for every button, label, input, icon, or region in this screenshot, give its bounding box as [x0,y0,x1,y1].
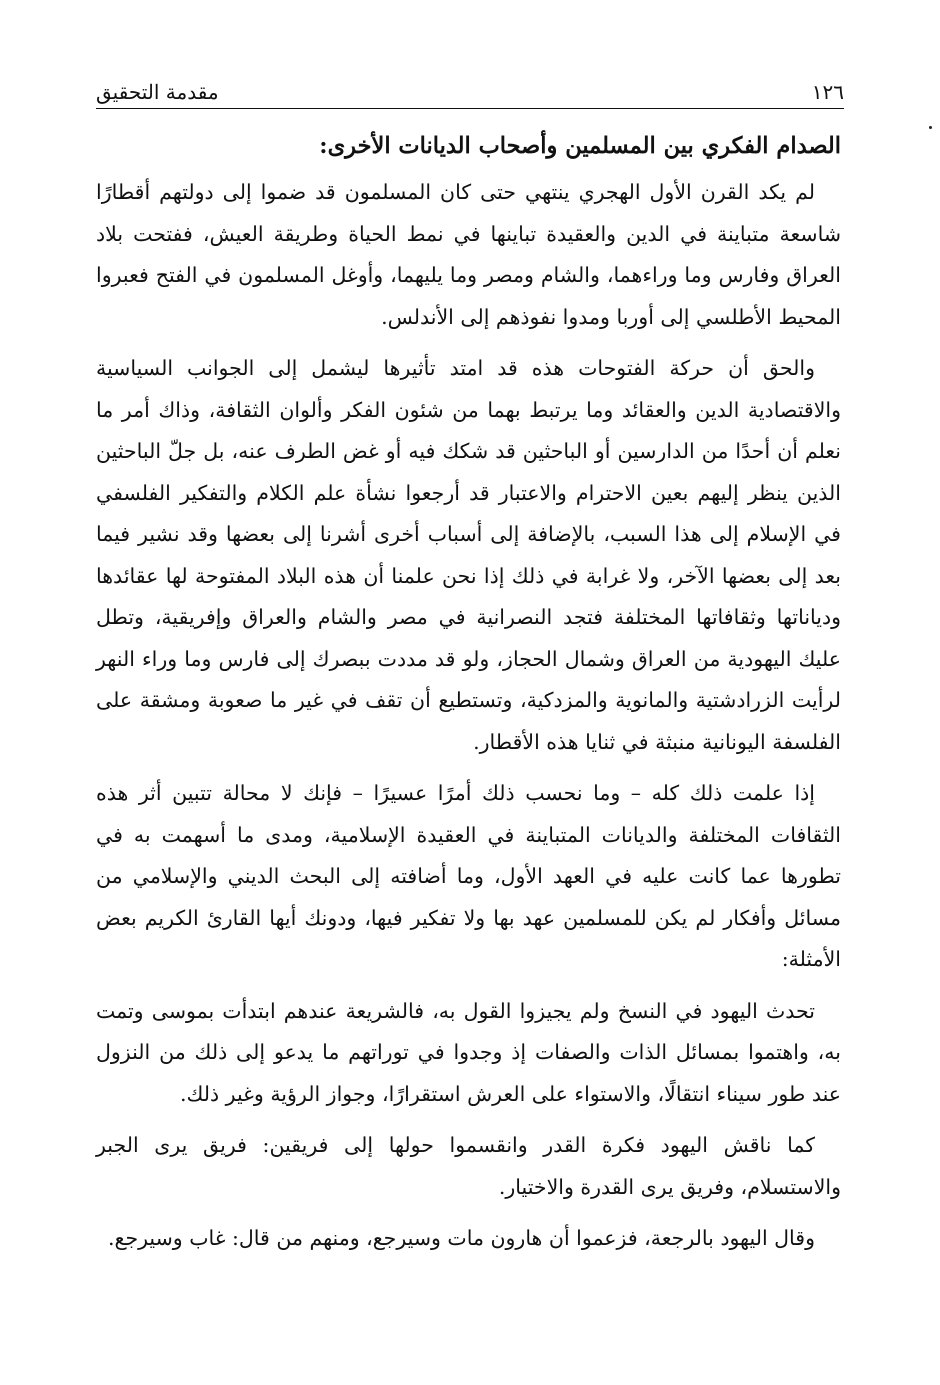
page-body [96,124,841,1270]
section-heading: الصدام الفكري بين المسلمين وأصحاب الديانات الأخرى: [319,133,841,159]
running-header [96,62,844,104]
header-rule [96,108,844,109]
section-title: مقدمة التحقيق [96,80,219,104]
paragraph-4: تحدث اليهود في النسخ ولم يجيزوا القول به، فالشريعة عندهم ابتدأت بموسى وتمت به، واهتموا بمسائل الذات والصفات إذ وجدوا في توراتهم ما يدعو إلى ذلك من النزول عند طور سيناء انتقالًا، والاستواء على العرش استقرارًا، وجواز الرؤية وغير ذلك. [96,998,841,1106]
page-number: ١٢٦ [811,80,844,104]
paragraph-1: لم يكد القرن الأول الهجري ينتهي حتى كان المسلمون قد ضموا إلى دولتهم أقطارًا شاسعة متباينة في الدين والعقيدة تباينها في نمط الحياة وطريقة العيش، ففتحت بلاد العراق وفارس وما وراءهما، والشام ومصر وما يليهما، وأوغل المسلمون في الفتح فعبروا المحيط الأطلسي إلى أوربا ومدوا نفوذهم إلى الأندلس. [96,180,841,329]
paragraph-2: والحق أن حركة الفتوحات هذه قد امتد تأثيرها ليشمل إلى الجوانب السياسية والاقتصادية الدين والعقائد وما يرتبط بهما من شئون الفكر وألوان الثقافة، وذاك أمر ما نعلم أن أحدًا من الدارسين أو الباحثين قد شكك فيه أو غض الطرف عنه، بل جلّ الباحثين الذين ينظر إليهم بعين الاحترام والاعتبار قد أرجعوا نشأة علم الكلام والتفكير الفلسفي في الإسلام إلى هذا السبب، بالإضافة إلى أسباب أخرى أشرنا إلى بعضها وقد نشير فيما بعد إلى بعضها الآخر، ولا غرابة في ذلك إذا نحن علمنا أن هذه البلاد المفتوحة لها عقائدها ودياناتها وثقافاتها المختلفة فتجد النصرانية في مصر والشام والعراق وإفريقية، وتطل عليك اليهودية من العراق وشمال الحجاز، ولو قد مددت ببصرك إلى فارس وما وراء النهر لرأيت الزرادشتية والمانوية والمزدكية، وتستطيع أن تقف في غير ما صعوبة ومشقة على الفلسفة اليونانية منبثة في ثنايا هذه الأقطار. [96,356,841,754]
speck-mark [929,126,932,129]
paragraph-6: وقال اليهود بالرجعة، فزعموا أن هارون مات وسيرجع، ومنهم من قال: غاب وسيرجع. [108,1226,815,1250]
paragraph-5: كما ناقش اليهود فكرة القدر وانقسموا حولها إلى فريقين: فريق يرى الجبر والاستسلام، وفريق يرى القدرة والاختيار. [96,1133,841,1199]
paragraph-3: إذا علمت ذلك كله – وما نحسب ذلك أمرًا عسيرًا – فإنك لا محالة تتبين أثر هذه الثقافات المختلفة والديانات المتباينة في العقيدة الإسلامية، ومدى ما أسهمت به في تطورها عما كانت عليه في العهد الأول، وما أضافته إلى البحث الديني والإسلامي من مسائل وأفكار لم يكن للمسلمين عهد بها ولا تفكير فيها، ودونك أيها القارئ الكريم بعض الأمثلة: [96,781,841,971]
